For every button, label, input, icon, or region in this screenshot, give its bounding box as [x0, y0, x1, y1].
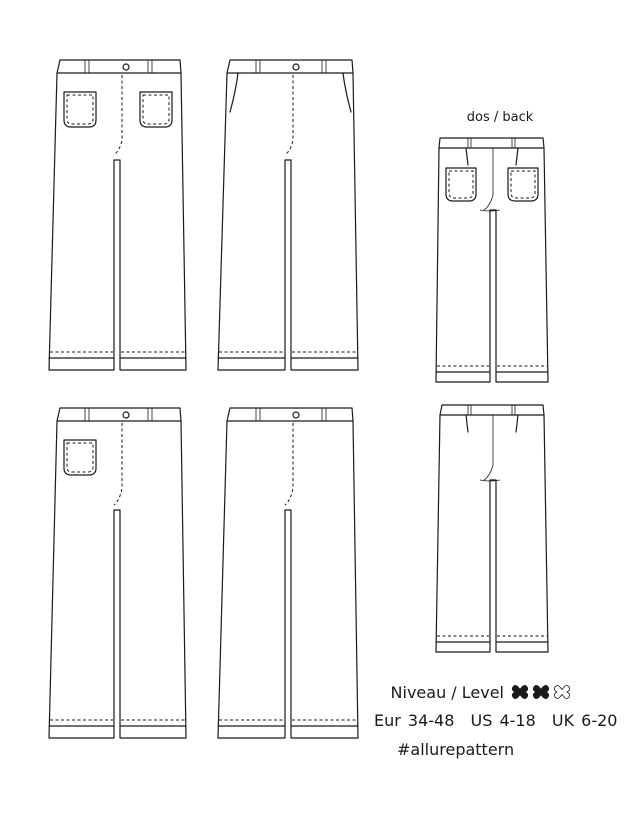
- size-eur: Eur 34-48: [374, 711, 455, 730]
- hashtag: #allurepattern: [397, 740, 515, 759]
- back-view-label: dos / back: [466, 110, 534, 125]
- back-view-plain: [436, 405, 548, 652]
- front-view-plain: [218, 408, 358, 738]
- level-rating: [510, 682, 572, 702]
- front-view-single-pocket: [49, 408, 186, 738]
- size-uk: UK 6-20: [551, 711, 618, 730]
- level-mark-filled-icon: [531, 682, 551, 702]
- difficulty-level: [391, 682, 572, 702]
- front-view-two-pockets: [49, 60, 186, 370]
- front-view-slant-pockets: [218, 60, 358, 370]
- level-label: Niveau / Level: [390, 682, 504, 702]
- back-view-pockets: [436, 138, 548, 382]
- level-mark-filled-icon: [510, 682, 530, 702]
- size-range: [374, 711, 626, 730]
- level-mark-empty-icon: [552, 682, 572, 702]
- size-us: US 4-18: [470, 711, 536, 730]
